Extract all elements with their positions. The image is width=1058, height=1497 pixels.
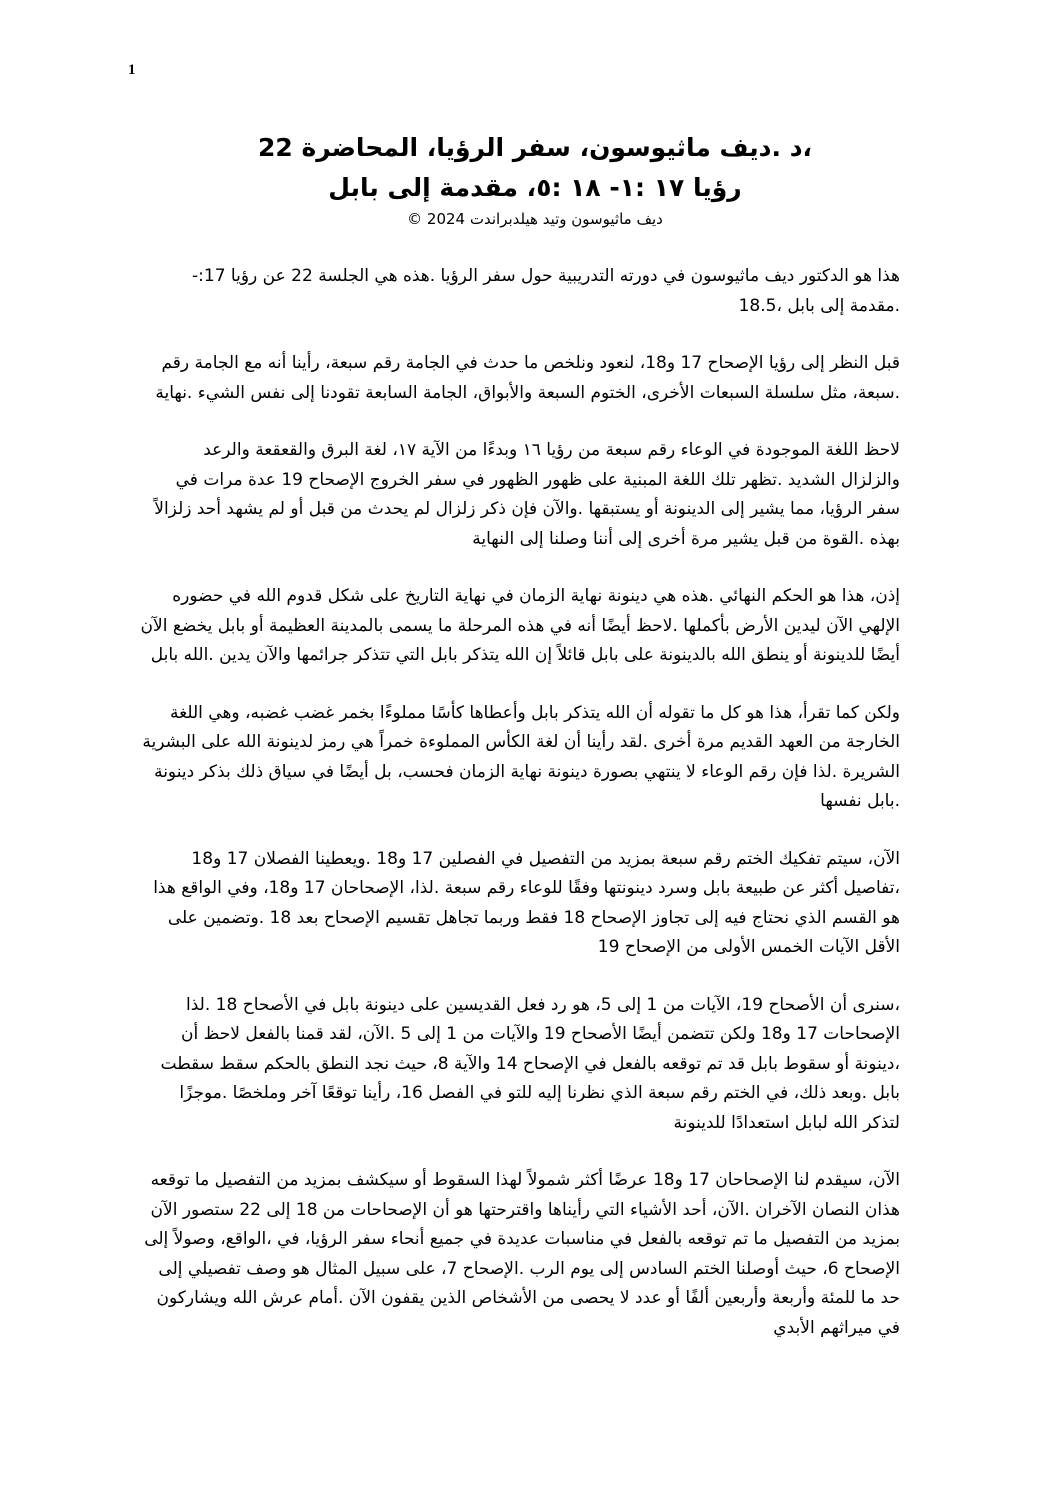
paragraph: لاحظ اللغة الموجودة في الوعاء رقم سبعة من رؤيا ١٦ وبدءًا من الآية ١٧، لغة البرق والقعقعة والرعد والزلزال الشديد .تظهر تلك اللغة المبنية على ظهور الظهور في سفر الخروج الإصحاح 19 عدة مرات في سفر الرؤيا، مما يشير إلى الدينونة أو يستبقها .والآن فإن ذكر زلزال لم يحدث من قبل أو لم يشهد أحد زلزالاً بهذه .القوة من قبل يشير مرة أخرى إلى أننا وصلنا إلى النهاية: [154, 440, 900, 549]
copyright-line: ديف ماثيوسون وتيد هيلدبراندت 2024 ©: [407, 210, 663, 228]
paragraph: ولكن كما تقرأ، هذا هو كل ما تقوله أن الله يتذكر بابل وأعطاها كأسًا مملوءًا بخمر غضب غضبه، وهي اللغة الخارجة من العهد القديم مرة أخرى .لقد رأينا أن لغة الكأس المملوءة خمراً هي رمز لدينونة الله على البشرية الشريرة .لذا فإن رقم الوعاء لا ينتهي بصورة دينونة نهاية الزمان فحسب، بل أيضًا في سياق ذلك بذكر دينونة .بابل نفسها: [142, 702, 900, 811]
paragraph: هذا هو الدكتور ديف ماثيوسون في دورته التدريبية حول سفر الرؤيا .هذه هي الجلسة 22 عن رؤيا 17:- .مقدمة إلى بابل ،18.5: [192, 266, 900, 316]
page-number: 1: [128, 62, 136, 78]
document-body: [140, 262, 900, 1371]
title-line-1: ،د .ديف ماثيوسون، سفر الرؤيا، المحاضرة 22: [257, 133, 813, 162]
paragraph: قبل النظر إلى رؤيا الإصحاح 17 و18، لنعود ونلخص ما حدث في الجامة رقم سبعة، رأينا أنه مع الجامة رقم .سبعة، مثل سلسلة السبعات الأخرى، الختوم السبعة والأبواق، الجامة السابعة تقودنا إلى نفس الشيء .نهاية: [155, 353, 900, 403]
title-line-2: رؤيا ١٧ :١- ١٨ :٥، مقدمة إلى بابل: [328, 173, 742, 202]
paragraph: الآن، سيقدم لنا الإصحاحان 17 و18 عرضًا أكثر شمولاً لهذا السقوط أو سيكشف بمزيد من التفصيل ما توقعه هذان النصان الآخران .الآن، أحد الأشياء التي رأيناها واقترحتها هو أن الإصحاحات من 18 إلى 22 ستصور الآن بمزيد من التفصيل ما تم توقعه بالفعل في مناسبات عديدة في جميع أنحاء سفر الرؤيا، في ،الواقع، وصولاً إلى الإصحاح 6، حيث أوصلنا الختم السادس إلى يوم الرب .الإصحاح 7، على سبيل المثال هو وصف تفصيلي إلى حد ما للمئة وأربعة وأربعين ألفًا أو عدد لا يحصى من الأشخاص الذين يقفون الآن .أمام عرش الله ويشاركون في ميراثهم الأبدي: [144, 1170, 900, 1338]
paragraph: الآن، سيتم تفكيك الختم رقم سبعة بمزيد من التفصيل في الفصلين 17 و18 .ويعطينا الفصلان 17 و18 ،تفاصيل أكثر عن طبيعة بابل وسرد دينونتها وفقًا للوعاء رقم سبعة .لذا، الإصحاحان 17 و18، وفي الواقع هذا هو القسم الذي نحتاج فيه إلى تجاوز الإصحاح 18 فقط وربما تجاهل تقسيم الإصحاح بعد 18 .وتضمين على الأقل الآيات الخمس الأولى من الإصحاح 19: [153, 848, 900, 957]
document-header: [150, 128, 920, 230]
paragraph: إذن، هذا هو الحكم النهائي .هذه هي دينونة نهاية الزمان في نهاية التاريخ على شكل قدوم الله في حضوره الإلهي الآن ليدين الأرض بأكملها .لاحظ أيضًا أنه في هذه المرحلة ما يسمى بالمدينة العظيمة أو بابل يخضع الآن أيضًا للدينونة أو ينطق الله بالدينونة على بابل قائلاً إن الله يتذكر بابل التي تتذكر جرائمها والآن يدين .الله بابل: [140, 586, 900, 665]
paragraph: ،سنرى أن الأصحاح 19، الآيات من 1 إلى 5، هو رد فعل القديسين على دينونة بابل في الأصحاح 18 .لذا الإصحاحات 17 و18 ولكن تتضمن أيضًا الأصحاح 19 والآيات من 1 إلى 5 .الآن، لقد قمنا بالفعل لاحظ أن ،دينونة أو سقوط بابل قد تم توقعه بالفعل في الإصحاح 14 والآية 8، حيث نجد النطق بالحكم سقط سقطت بابل .وبعد ذلك، في الختم رقم سبعة الذي نظرنا إليه للتو في الفصل 16، رأينا توقعًا آخر وملخصًا .موجزًا لتذكر الله لبابل استعدادًا للدينونة: [160, 994, 900, 1133]
